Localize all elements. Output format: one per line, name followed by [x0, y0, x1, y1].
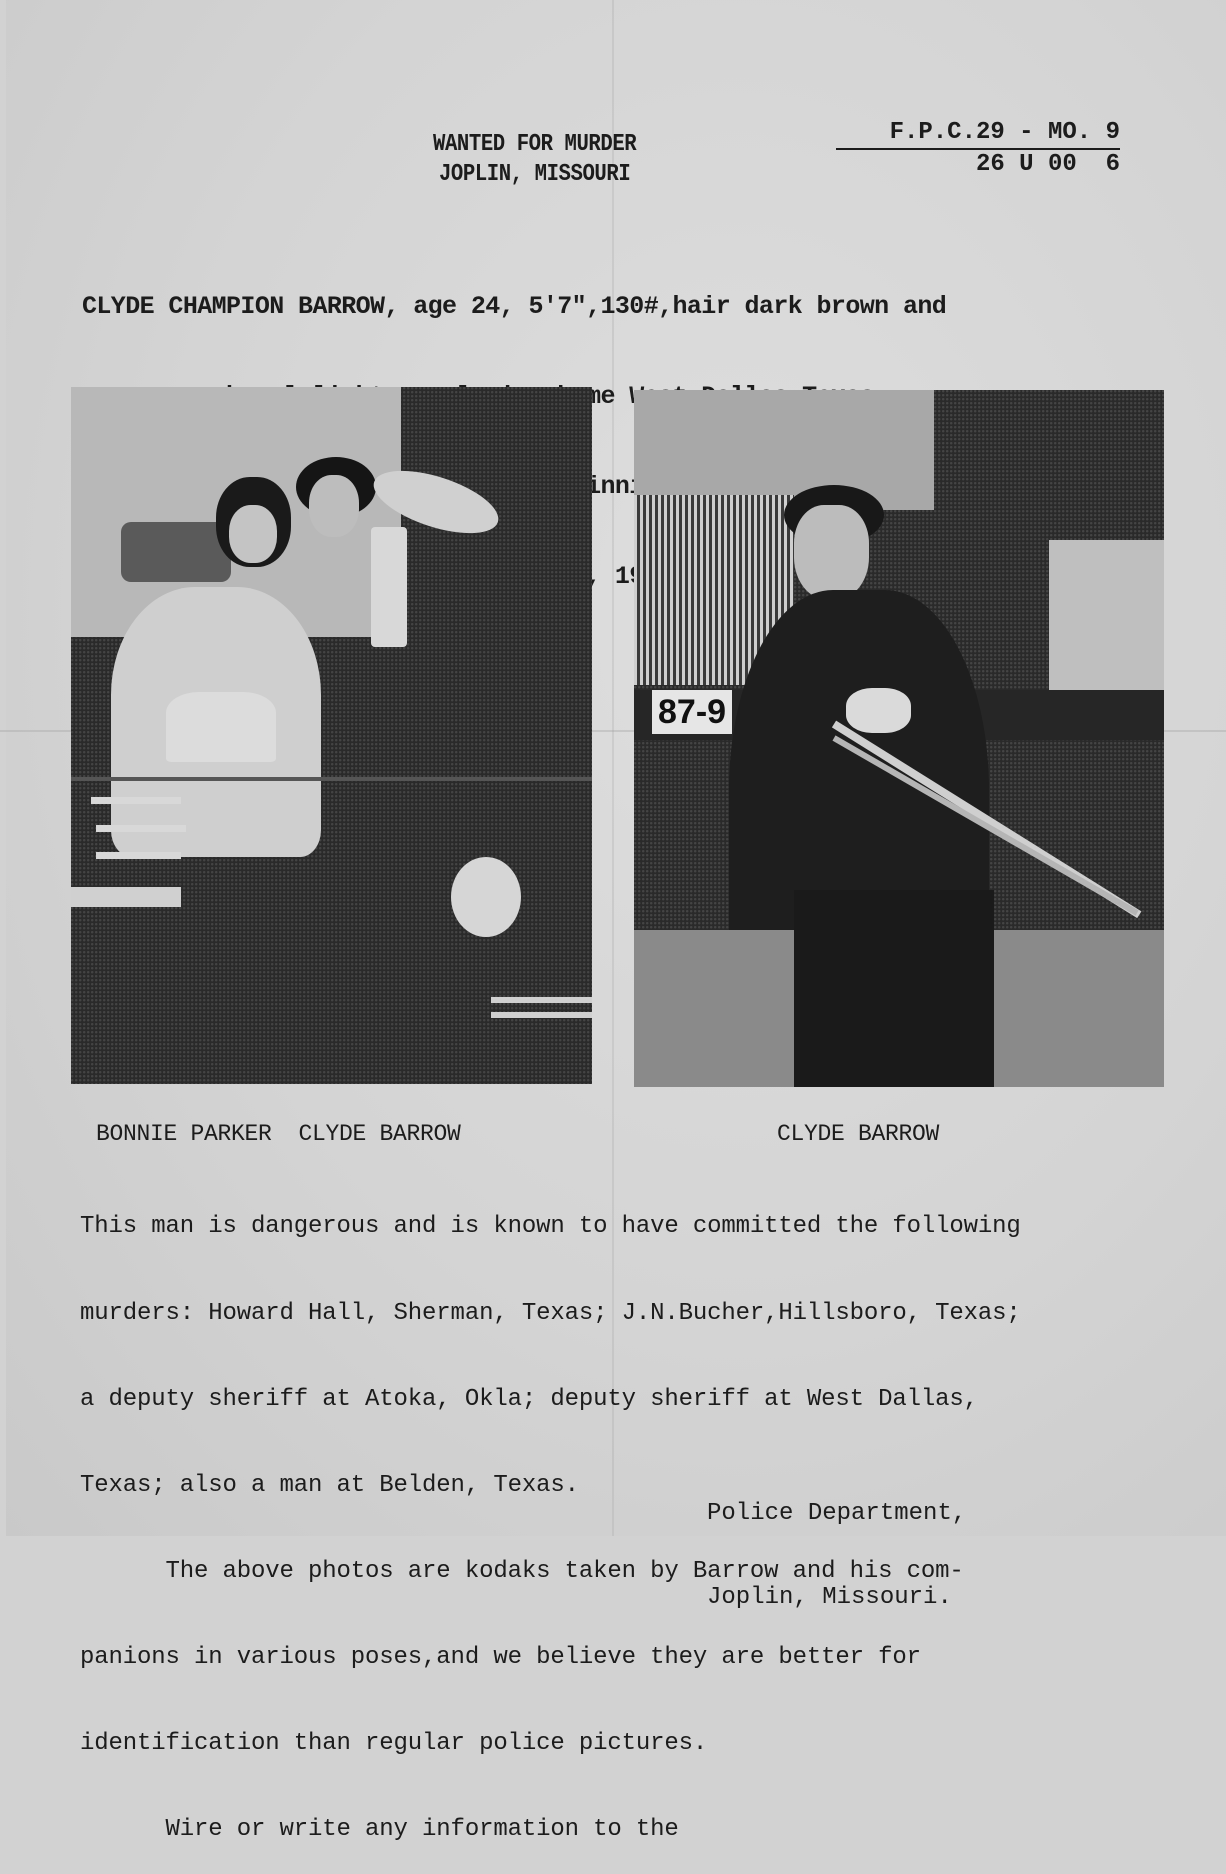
description-line: McGinnis [542, 472, 659, 501]
body-line: panions in various poses,and we believe they are better for [80, 1643, 921, 1671]
fingerprint-classification [836, 118, 1120, 180]
signature-block [707, 1444, 966, 1640]
photo-clyde-with-shotgun [634, 390, 1164, 1087]
description-line: CLYDE CHAMPION BARROW, age 24, 5'7",130#,hair dark brown and [82, 292, 947, 321]
signature-city: Joplin, Missouri. [707, 1584, 952, 1611]
body-line: This man is dangerous and is known to have committed the following [80, 1213, 1021, 1241]
photo-car-window [121, 522, 231, 582]
photo-handbag [166, 692, 276, 762]
caption-left-photo: BONNIE PARKER CLYDE BARROW [96, 1121, 461, 1147]
signature-department: Police Department, [707, 1500, 967, 1527]
photo-license-plate: 87-9 [652, 690, 732, 734]
photo-car-edge [71, 777, 592, 781]
photo-hand [451, 857, 521, 937]
poster-heading [433, 130, 636, 190]
body-line: Texas; also a man at Belden, Texas. [80, 1471, 579, 1499]
photo-shirt [371, 527, 407, 647]
caption-right-photo: CLYDE BARROW [777, 1121, 940, 1147]
photo-clyde-hand [846, 688, 911, 733]
poster-body-text [80, 1156, 1226, 1874]
photo-trim-line [491, 997, 592, 1003]
body-line: murders: Howard Hall, Sherman, Texas; J.N.Bucher,Hillsboro, Texas; [80, 1299, 1021, 1327]
photo-bumper [71, 887, 181, 907]
photo-grille-line [96, 852, 181, 859]
photo-clyde-face [794, 505, 869, 600]
heading-city: JOPLIN, MISSOURI [438, 161, 631, 188]
photo-grille-line [91, 797, 181, 804]
photo-trim-line [491, 1012, 592, 1018]
photo-clyde-legs [794, 890, 994, 1087]
fpc-subcode: 26 U 00 6 [975, 151, 1120, 178]
heading-wanted: WANTED FOR MURDER [433, 131, 637, 158]
photo-bonnie-and-clyde [71, 387, 592, 1084]
photo-background-trees [634, 390, 934, 510]
fpc-code: F.P.C.29 - MO. 9 [836, 118, 1120, 150]
body-line: Wire or write any information to the [80, 1816, 679, 1844]
photo-bonnie-face [229, 505, 277, 563]
photo-clyde-face [309, 475, 359, 537]
body-line: The above photos are kodaks taken by Barrow and his com- [80, 1557, 964, 1585]
photo-grille-line [96, 825, 186, 832]
body-line: a deputy sheriff at Atoka, Okla; deputy sheriff at West Dallas, [80, 1385, 978, 1413]
body-line: identification than regular police pictures. [80, 1730, 708, 1758]
